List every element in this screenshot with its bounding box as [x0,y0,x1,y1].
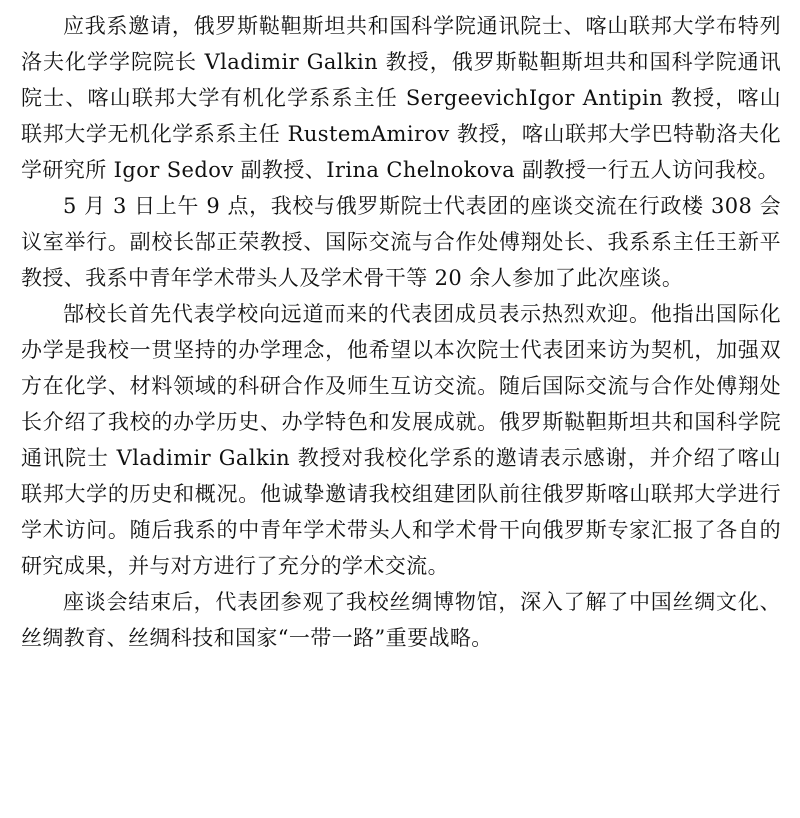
paragraph-speeches: 郜校长首先代表学校向远道而来的代表团成员表示热烈欢迎。他指出国际化办学是我校一贯坚持的办学理念，他希望以本次院士代表团来访为契机，加强双方在化学、材料领域的科研合作及师生互访交流。随后国际交流与合作处傅翔处长介绍了我校的办学历史、办学特色和发展成就。俄罗斯鞑靼斯坦共和国科学院通讯院士 Vladimir Galkin 教授对我校化学系的邀请表示感谢，并介绍了喀山联邦大学的历史和概况。他诚挚邀请我校组建团队前往俄罗斯喀山联邦大学进行学术访问。随后我系的中青年学术带头人和学术骨干向俄罗斯专家汇报了各自的研究成果，并与对方进行了充分的学术交流。 [21,302,781,578]
article-body [21,8,781,656]
paragraph-visit-intro: 应我系邀请，俄罗斯鞑靼斯坦共和国科学院通讯院士、喀山联邦大学布特列洛夫化学学院院长 Vladimir Galkin 教授，俄罗斯鞑靼斯坦共和国科学院通讯院士、喀山联邦大学有机化学系系主任 SergeevichIgor Antipin 教授，喀山联邦大学无机化学系系主任 RustemAmirov 教授，喀山联邦大学巴特勒洛夫化学研究所 Igor Sedov 副教授、Irina Chelnokova 副教授一行五人访问我校。 [21,14,781,182]
paragraph-meeting-details: 5 月 3 日上午 9 点，我校与俄罗斯院士代表团的座谈交流在行政楼 308 会议室举行。副校长郜正荣教授、国际交流与合作处傅翔处长、我系系主任王新平教授、我系中青年学术带头人及学术骨干等 20 余人参加了此次座谈。 [21,194,781,290]
paragraph-museum-visit: 座谈会结束后，代表团参观了我校丝绸博物馆，深入了解了中国丝绸文化、丝绸教育、丝绸科技和国家“一带一路”重要战略。 [21,590,781,650]
